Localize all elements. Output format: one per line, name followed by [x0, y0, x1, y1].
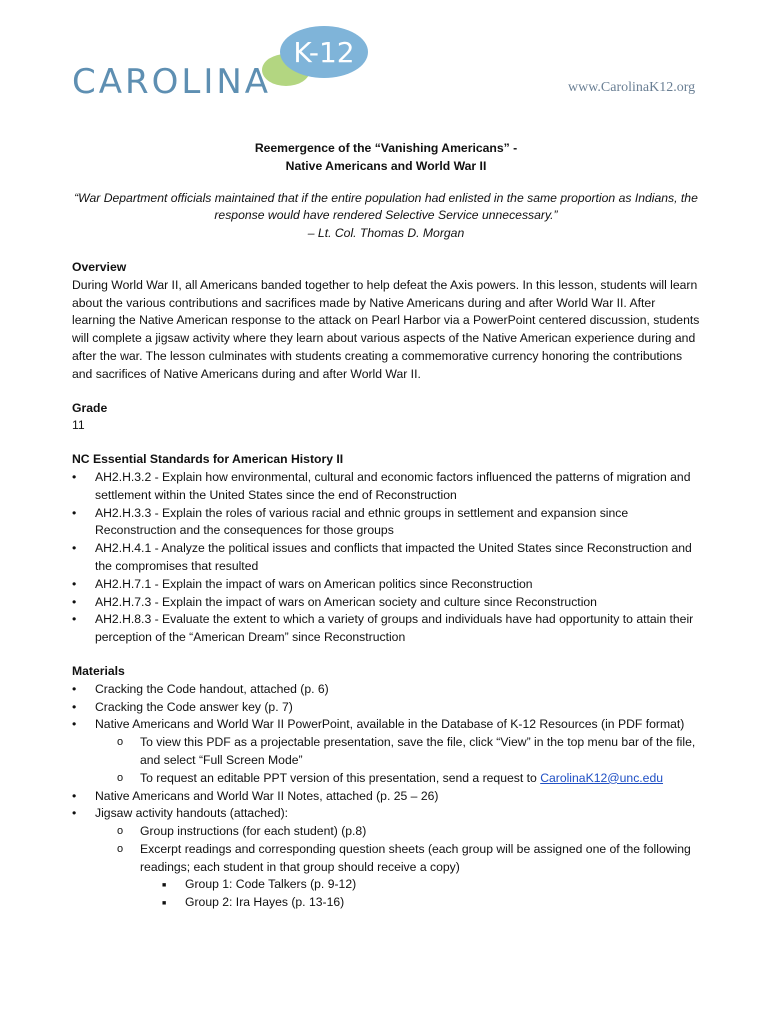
materials-sublist: [117, 823, 700, 912]
group-item: ■ Group 2: Ira Hayes (p. 13-16): [162, 894, 700, 912]
groups-list: [162, 876, 700, 912]
materials-sublist: [117, 734, 700, 787]
document-body: [72, 140, 700, 912]
overview-body: During World War II, all Americans banded together to help defeat the Axis powers. In this lesson, students will learn about the various contributions and sacrifices made by Native Americans during and after World War II. After learning the Native American response to the attack on Pearl Harbor via a PowerPoint centered discussion, students will complete a jigsaw activity where they learn about various aspects of the Native American experience during and after the war. The lesson culminates with students creating a commemorative currency honoring the contributions and sacrifices of Native Americans during and after World War II.: [72, 277, 700, 381]
materials-heading: Materials: [72, 663, 125, 678]
materials-list: [72, 681, 700, 912]
standard-item: • AH2.H.4.1 - Analyze the political issues and conflicts that impacted the United States since Reconstruction and the compromises that resulted: [72, 540, 700, 576]
materials-item: • Native Americans and World War II Notes, attached (p. 25 – 26): [72, 788, 700, 806]
materials-item: [72, 716, 700, 787]
materials-subitem: [117, 841, 700, 912]
standard-item: • AH2.H.8.3 - Evaluate the extent to which a variety of groups and individuals have had opportunity to attain their perception of the “American Dream” since Reconstruction: [72, 611, 700, 647]
standards-heading: NC Essential Standards for American History II: [72, 452, 344, 467]
standard-item: • AH2.H.7.1 - Explain the impact of wars on American politics since Reconstruction: [72, 576, 700, 594]
materials-subitem: o Group instructions (for each student) (p.8): [117, 823, 700, 841]
standard-item: • AH2.H.7.3 - Explain the impact of wars on American society and culture since Reconstruction: [72, 594, 700, 612]
grade-value: 11: [72, 418, 85, 433]
overview-heading: Overview: [72, 259, 127, 274]
title-line-2: Native Americans and World War II: [285, 158, 487, 173]
logo-wordmark: CAROLINA: [72, 62, 272, 102]
page-header: [0, 0, 770, 120]
epigraph-author: – Lt. Col. Thomas D. Morgan: [307, 226, 465, 241]
materials-subitem: [117, 770, 700, 788]
materials-subitem: o To view this PDF as a projectable presentation, save the file, click “View” in the top menu bar of the file, and select “Full Screen Mode”: [117, 734, 700, 770]
materials-item: • Cracking the Code answer key (p. 7): [72, 699, 700, 717]
standard-item: • AH2.H.3.3 - Explain the roles of various racial and ethnic groups in settlement and expansion since Reconstruction and the consequences for those groups: [72, 505, 700, 541]
epigraph-quote: “War Department officials maintained that if the entire population had enlisted in the same proportion as Indians, the response would have rendered Selective Service unnecessary.”: [74, 190, 698, 223]
request-text: To request an editable PPT version of this presentation, send a request to: [140, 770, 541, 785]
standards-list: [72, 469, 700, 647]
materials-item: [72, 805, 700, 912]
group-item: ■ Group 1: Code Talkers (p. 9-12): [162, 876, 700, 894]
materials-item-text: Jigsaw activity handouts (attached):: [95, 806, 289, 821]
standard-item: • AH2.H.3.2 - Explain how environmental, cultural and economic factors influenced the patterns of migration and settlement within the United States since the end of Reconstruction: [72, 469, 700, 505]
site-url[interactable]: www.CarolinaK12.org: [568, 80, 696, 95]
materials-item-text: Native Americans and World War II PowerPoint, available in the Database of K-12 Resources (in PDF format): [95, 717, 685, 732]
materials-item: • Cracking the Code handout, attached (p. 6): [72, 681, 700, 699]
logo-badge-text: K-12: [293, 36, 355, 69]
grade-heading: Grade: [72, 400, 108, 415]
materials-subitem-text: Excerpt readings and corresponding question sheets (each group will be assigned one of the following readings; each student in that group should receive a copy): [140, 841, 691, 874]
title-line-1: Reemergence of the “Vanishing Americans” -: [254, 141, 518, 155]
email-link[interactable]: CarolinaK12@unc.edu: [540, 770, 664, 785]
document-title: [72, 140, 700, 176]
k12-speech-bubbles-logo: [256, 22, 376, 92]
